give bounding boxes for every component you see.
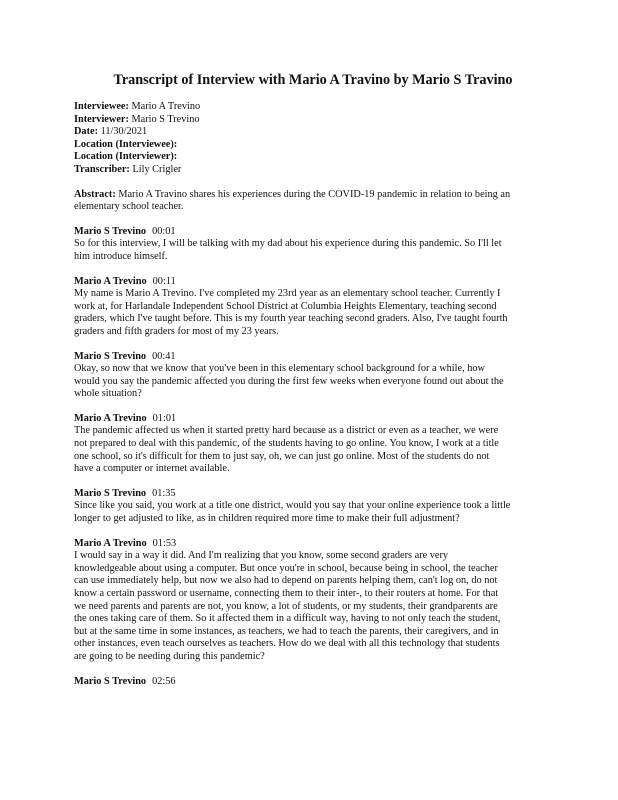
speaker-name: Mario S Trevino bbox=[74, 675, 147, 687]
meta-label: Date: bbox=[74, 126, 99, 138]
abstract bbox=[74, 189, 552, 214]
metadata-block bbox=[74, 101, 552, 177]
utterance bbox=[74, 238, 552, 263]
meta-label: Location (Interviewee): bbox=[74, 138, 178, 150]
utterance-line: Okay, so now that we know that you've been in this elementary school background for a while, how bbox=[74, 363, 485, 375]
utterance bbox=[74, 363, 552, 401]
speaker-name: Mario A Trevino bbox=[74, 412, 147, 424]
transcript-entry bbox=[74, 226, 552, 264]
utterance-line: My name is Mario A Trevino. I've completed my 23rd year as an elementary school teacher. Currently I bbox=[74, 288, 501, 300]
utterance-line: can use immediately help, but now we also had to depend on parents helping them, can't log on, do not bbox=[74, 575, 498, 587]
timestamp: 01:01 bbox=[152, 412, 177, 424]
utterance-line: graders and fifth graders for most of my 23 years. bbox=[74, 325, 279, 337]
transcript-entry bbox=[74, 488, 552, 526]
utterance-line: other instances, even teach ourselves as teachers. How do we deal with all this technology that students bbox=[74, 638, 500, 650]
speaker-line bbox=[74, 351, 552, 364]
utterance bbox=[74, 550, 552, 663]
utterance-line: but at the same time in some instances, as teachers, we had to teach the parents, their caregivers, and in bbox=[74, 625, 499, 637]
utterance-line: longer to get adjusted to like, as in children required more time to make their full adjustment? bbox=[74, 513, 460, 525]
speaker-name: Mario S Trevino bbox=[74, 350, 147, 362]
speaker-line bbox=[74, 538, 552, 551]
meta-value: Lily Crigler bbox=[132, 163, 182, 175]
speaker-line bbox=[74, 226, 552, 239]
meta-label: Interviewer: bbox=[74, 113, 129, 125]
utterance-line: would you say the pandemic affected you during the first few weeks when everyone found out about the bbox=[74, 375, 504, 387]
timestamp: 01:53 bbox=[152, 537, 177, 549]
utterance-line: have a computer or internet available. bbox=[74, 463, 230, 475]
speaker-name: Mario S Trevino bbox=[74, 487, 147, 499]
speaker-name: Mario S Trevino bbox=[74, 225, 147, 237]
abstract-label: Abstract: bbox=[74, 188, 116, 200]
speaker-name: Mario A Trevino bbox=[74, 537, 147, 549]
meta-location-interviewer bbox=[74, 151, 552, 164]
utterance bbox=[74, 425, 552, 475]
utterance-line: not prepared to deal with this pandemic, of the students having to go online. You know, I work at a title bbox=[74, 438, 499, 450]
utterance-line: know a certain password or username, connecting them to their inter-, to their routers at home. For that bbox=[74, 588, 499, 599]
meta-location-interviewee bbox=[74, 139, 552, 152]
meta-transcriber bbox=[74, 164, 552, 177]
speaker-line bbox=[74, 676, 552, 689]
speaker-name: Mario A Trevino bbox=[74, 275, 147, 287]
utterance-line: one school, so it's difficult for them to just say, oh, we can just go online. Most of the students do not bbox=[74, 450, 490, 462]
transcript-entry bbox=[74, 538, 552, 664]
meta-value: 11/30/2021 bbox=[100, 126, 148, 138]
utterance-line: the ones taking care of them. So it affected them in a difficult way, having to not only teach the student, bbox=[74, 613, 501, 625]
abstract-line: elementary school teacher. bbox=[74, 201, 184, 213]
utterance-line: we need parents and parents are not, you know, a lot of students, or my students, their grandparents are bbox=[74, 600, 498, 612]
utterance-line: knowledgeable about using a computer. But once you're in school, because being in school, the teacher bbox=[74, 562, 498, 574]
meta-interviewer bbox=[74, 114, 552, 127]
utterance-line: him introduce himself. bbox=[74, 250, 168, 262]
meta-label: Transcriber: bbox=[74, 163, 130, 175]
abstract-text: Mario A Travino shares his experiences during the COVID-19 pandemic in relation to being an bbox=[118, 188, 511, 200]
utterance-line: are going to be needing during this pandemic? bbox=[74, 650, 265, 662]
abstract-line bbox=[74, 189, 552, 202]
timestamp: 01:35 bbox=[152, 487, 176, 499]
meta-value: Mario A Trevino bbox=[131, 101, 201, 112]
speaker-line bbox=[74, 276, 552, 289]
utterance-line: graders, which I've taught before. This is my fourth year teaching second graders. Also, I've taught fourth bbox=[74, 313, 508, 325]
document-title: Transcript of Interview with Mario A Travino by Mario S Travino bbox=[113, 72, 513, 88]
meta-label: Interviewee: bbox=[74, 101, 129, 112]
meta-interviewee bbox=[74, 101, 552, 114]
utterance-line: The pandemic affected us when it started pretty hard because as a district or even as a teacher, we were bbox=[74, 425, 499, 437]
speaker-line bbox=[74, 488, 552, 501]
transcript-entry bbox=[74, 676, 552, 689]
meta-value: Mario S Trevino bbox=[131, 113, 200, 125]
timestamp: 00:11 bbox=[152, 275, 176, 287]
meta-date bbox=[74, 126, 552, 139]
timestamp: 00:01 bbox=[152, 225, 176, 237]
utterance-line: Since like you said, you work at a title one district, would you say that your online experience took a little bbox=[74, 500, 511, 512]
utterance bbox=[74, 500, 552, 525]
utterance-line: work at, for Harlandale Independent School District at Columbia Heights Elementary, teaching second bbox=[74, 300, 497, 312]
transcript-entry bbox=[74, 351, 552, 401]
utterance-line: whole situation? bbox=[74, 388, 142, 400]
transcript-entry bbox=[74, 413, 552, 476]
utterance-line: I would say in a way it did. And I'm realizing that you know, some second graders are very bbox=[74, 550, 449, 562]
utterance bbox=[74, 288, 552, 338]
speaker-line bbox=[74, 413, 552, 426]
transcript-content bbox=[74, 72, 552, 688]
meta-label: Location (Interviewer): bbox=[74, 151, 178, 163]
timestamp: 02:56 bbox=[152, 675, 176, 687]
timestamp: 00:41 bbox=[152, 350, 176, 362]
utterance-line: So for this interview, I will be talking with my dad about his experience during this pandemic. So I'll let bbox=[74, 238, 502, 250]
transcript-entry bbox=[74, 276, 552, 339]
